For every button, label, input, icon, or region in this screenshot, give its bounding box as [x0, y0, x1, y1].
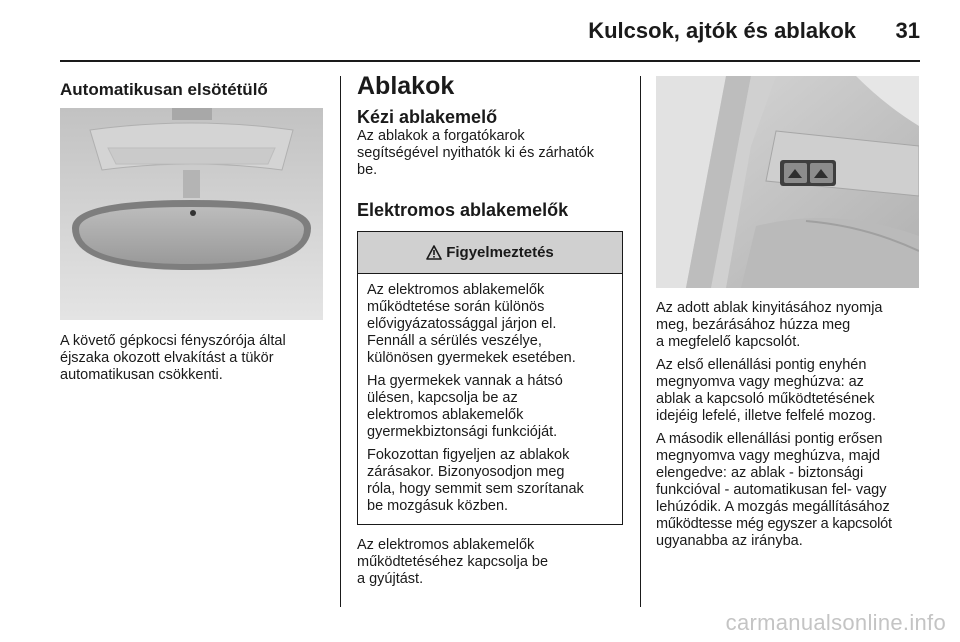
text-line: ugyanabba az irányba.	[656, 533, 803, 549]
warning-body	[358, 274, 622, 524]
text-line: elővigyázatossággal járjon el.	[367, 316, 557, 332]
rearview-mirror-icon	[60, 108, 323, 320]
manual-windows-heading: Kézi ablakemelő	[357, 107, 498, 127]
text-line: működtetéséhez kapcsolja be	[357, 554, 549, 570]
left-column	[60, 70, 324, 100]
warning-paragraph	[367, 282, 614, 367]
text-line: Az elektromos ablakemelők	[367, 282, 545, 298]
window-switch-icon	[656, 76, 919, 288]
text-line: Az adott ablak kinyitásához nyomja	[656, 300, 883, 316]
text-line: működtetése során különös	[367, 299, 545, 315]
column-divider-2	[640, 76, 641, 607]
text-line: megnyomva vagy meghúzva, majd	[656, 448, 881, 464]
text-line: különösen gyermekek esetében.	[367, 350, 576, 366]
header-divider	[60, 60, 920, 62]
text-line: lehúzódik. A mozgás megállításához	[656, 499, 890, 515]
auto-dimming-heading: Automatikusan elsötétülő	[60, 80, 268, 99]
text-line: elengedve: az ablak - biztonsági	[656, 465, 864, 481]
text-line: idejéig lefelé, illetve felfelé mozog.	[656, 408, 877, 424]
text-line: Az elektromos ablakemelők	[357, 537, 535, 553]
middle-column	[357, 72, 623, 588]
text-line: róla, hogy semmit sem szorítanak	[367, 481, 584, 497]
text-line: zárásakor. Bizonyosodjon meg	[367, 464, 565, 480]
warning-paragraph	[367, 447, 614, 515]
text-line: Fennáll a sérülés veszélye,	[367, 333, 542, 349]
auto-dimming-text	[60, 333, 324, 384]
text-line: a megfelelő kapcsolót.	[656, 334, 801, 350]
text-line: működtesse még egyszer a kapcsolót	[656, 516, 892, 532]
text-line: megnyomva vagy meghúzva: az	[656, 374, 864, 390]
ignition-note	[357, 537, 623, 588]
text-line: A második ellenállási pontig erősen	[656, 431, 883, 447]
power-windows-heading: Elektromos ablakemelők	[357, 200, 569, 220]
text-line: elektromos ablakemelők	[367, 407, 524, 423]
text-line: funkcióval - automatikusan fel- vagy	[656, 482, 887, 498]
text-line: meg, bezárásához húzza meg	[656, 317, 851, 333]
watermark: carmanualsonline.info	[725, 610, 946, 635]
text-line: segítségével nyithatók ki és zárhatók	[357, 145, 594, 161]
text-line: be.	[357, 162, 378, 178]
right-column	[656, 300, 920, 550]
text-line: Ha gyermekek vannak a hátsó	[367, 373, 563, 389]
text-line: Fokozottan figyeljen az ablakok	[367, 447, 570, 463]
text-line: Az első ellenállási pontig enyhén	[656, 357, 867, 373]
text-line: A követő gépkocsi fényszórója által	[60, 333, 286, 349]
warning-triangle-icon	[426, 245, 442, 260]
warning-box	[357, 231, 623, 525]
text-line: automatikusan csökkenti.	[60, 367, 223, 383]
header-title: Kulcsok, ajtók és ablakok	[588, 18, 856, 43]
text-line: éjszaka okozott elvakítást a tükör	[60, 350, 274, 366]
section-title: Ablakok	[357, 72, 455, 100]
text-line: gyermekbiztonsági funkcióját.	[367, 424, 558, 440]
warning-header	[358, 232, 622, 274]
warning-paragraph	[367, 373, 614, 441]
text-line: be mozgásuk közben.	[367, 498, 509, 514]
text-line: Az ablakok a forgatókarok	[357, 128, 525, 144]
column-divider-1	[340, 76, 341, 607]
text-line: a gyújtást.	[357, 571, 424, 587]
warning-label: Figyelmeztetés	[446, 244, 554, 261]
text-line: ablak a kapcsoló működtetésének	[656, 391, 875, 407]
text-line: ülésen, kapcsolja be az	[367, 390, 518, 406]
page-number: 31	[895, 18, 920, 43]
